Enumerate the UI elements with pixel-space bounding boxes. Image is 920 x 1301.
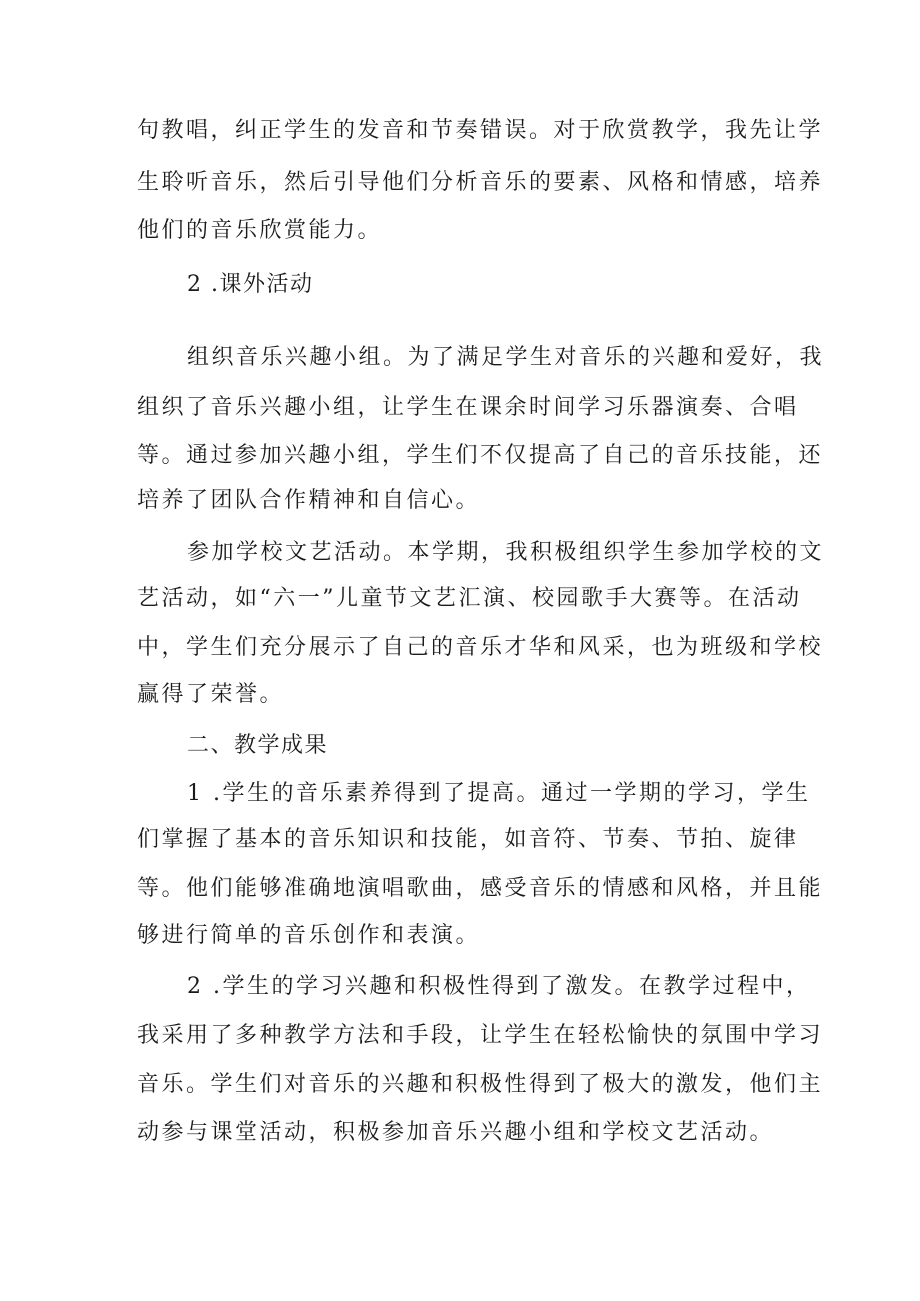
paragraph-line: 等。通过参加兴趣小组，学生们不仅提高了自己的音乐技能，还: [137, 443, 824, 468]
paragraph-line: 生聆听音乐，然后引导他们分析音乐的要素、风格和情感，培养: [137, 170, 824, 195]
paragraph-line: 中，学生们充分展示了自己的音乐才华和风采，也为班级和学校: [137, 635, 824, 660]
paragraph-line: 们掌握了基本的音乐知识和技能，如音符、节奏、节拍、旋律: [137, 827, 799, 852]
paragraph-line: 组织了音乐兴趣小组，让学生在课余时间学习乐器演奏、合唱: [137, 395, 799, 420]
paragraph-line: 艺活动，如“六一”儿童节文艺汇演、校园歌手大赛等。在活动: [137, 586, 802, 611]
section-heading: 2 .课外活动: [187, 272, 314, 297]
paragraph-line: 句教唱，纠正学生的发音和节奏错误。对于欣赏教学，我先让学: [137, 118, 824, 143]
section-heading: 二、教学成果: [187, 733, 329, 758]
paragraph-line: 1 .学生的音乐素养得到了提高。通过一学期的学习，学生: [187, 781, 811, 806]
paragraph-line: 动参与课堂活动，积极参加音乐兴趣小组和学校文艺活动。: [137, 1120, 775, 1145]
paragraph-line: 够进行简单的音乐创作和表演。: [137, 923, 481, 948]
paragraph-line: 培养了团队合作精神和自信心。: [137, 488, 481, 513]
paragraph-line: 他们的音乐欣赏能力。: [137, 218, 383, 243]
paragraph-line: 音乐。学生们对音乐的兴趣和积极性得到了极大的激发，他们主: [137, 1072, 824, 1097]
paragraph-line: 参加学校文艺活动。本学期，我积极组织学生参加学校的文: [187, 540, 825, 565]
paragraph-line: 等。他们能够准确地演唱歌曲，感受音乐的情感和风格，并且能: [137, 876, 824, 901]
paragraph-line: 2 .学生的学习兴趣和积极性得到了激发。在教学过程中，: [187, 974, 811, 999]
paragraph-line: 我采用了多种教学方法和手段，让学生在轻松愉快的氛围中学习: [137, 1023, 824, 1048]
paragraph-line: 赢得了荣誉。: [137, 682, 285, 707]
paragraph-line: 组织音乐兴趣小组。为了满足学生对音乐的兴趣和爱好，我: [187, 345, 825, 370]
